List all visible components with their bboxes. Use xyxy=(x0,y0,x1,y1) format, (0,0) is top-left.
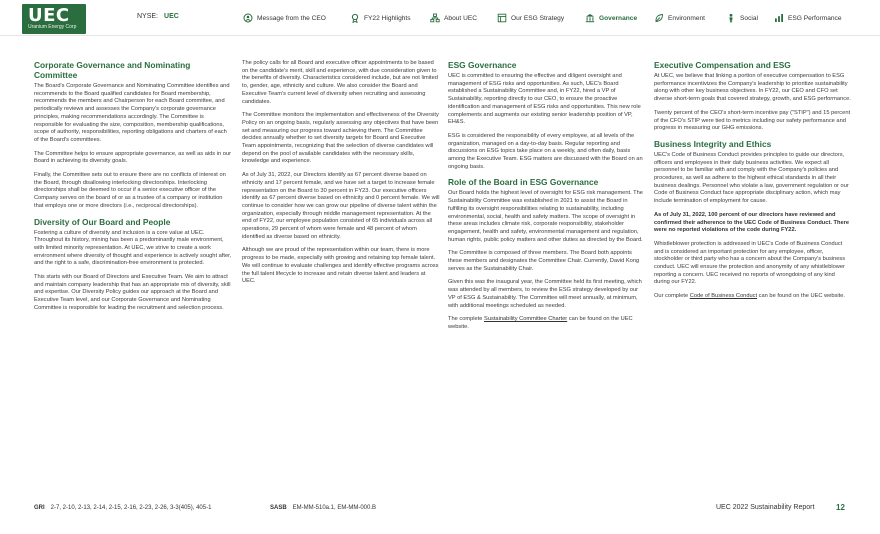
nav-label: Message from the CEO xyxy=(257,14,326,22)
nav-esg-performance[interactable] xyxy=(774,10,842,26)
nav-label: Our ESG Strategy xyxy=(511,14,565,22)
heading-corporate-governance: Corporate Governance and Nominating Committee xyxy=(34,60,191,80)
strategy-icon xyxy=(497,13,507,23)
paragraph: The policy calls for all Board and executive officer appointments to be based on the candidate's merit, skill and experience, with due consideration given to the benefits of diversity. Characteristics considered include, but are not limited to, gender, age, ethnicity and culture. We also consider the Board and Executive Team's current level of diversity when recruiting and assessing candidates. xyxy=(242,60,438,105)
paragraph: Twenty percent of the CEO's short-term incentive pay ("STIP") and 15 percent of the CFO's STIP were tied to metrics including our safety performance and progress in measuring our GHG emissions. xyxy=(654,109,851,132)
paragraph: Finally, the Committee sets out to ensure there are no conflicts of interest on the Board, through disallowing interlocking directorships. Interlocking directorships shall be deemed to occur if a senior executive officer of the Company serves on the board of or as a trustee of a company or institution that employs one or more directors (i.e., reciprocal directorships). xyxy=(34,172,226,209)
nav-label: Social xyxy=(740,14,758,22)
nav-fy22-highlights[interactable] xyxy=(350,10,411,26)
heading-executive-compensation: Executive Compensation and ESG xyxy=(654,60,791,70)
column-4 xyxy=(654,60,852,307)
nav-label: Governance xyxy=(599,14,638,22)
report-title: UEC 2022 Sustainability Report xyxy=(716,504,815,511)
nav-label: Environment xyxy=(668,14,706,22)
uec-logo[interactable] xyxy=(22,4,86,34)
page-footer xyxy=(0,500,880,520)
heading-diversity: Diversity of Our Board and People xyxy=(34,216,171,227)
nav-about-uec[interactable] xyxy=(430,10,477,26)
heading-esg-governance: ESG Governance xyxy=(448,60,517,70)
paragraph: This starts with our Board of Directors and Executive Team. We aim to attract and maintain company leadership that has an appropriate mix of diversity, skill and expertise. Our Diversity Policy guides our approach at the Board and Executive Team level, and our Corporate Governance and Nominating Committee is responsible for leading the recruitment and selection process. xyxy=(34,274,231,311)
stock-ticker xyxy=(137,13,179,20)
highlights-icon xyxy=(350,13,360,23)
ticker-label: NYSE: xyxy=(137,13,159,20)
paragraph: At UEC, we believe that linking a portion of executive compensation to ESG performance incentivizes the Company's leadership to prioritize sustainability along with other key business objectives. In FY22, our CEO and CFO set diverse short-term goals that covered strategy, growth, and ESG performance. xyxy=(654,73,851,103)
paragraph: As of July 31, 2022, our Directors identify as 67 percent diverse based on ethnicity and 17 percent female, and we have set a target to increase female representation on the Board to 30 percent in FY23. Our executive officers identify as 67 percent diverse based on ethnicity and 0 percent female. We will continue to consider how we can grow our pipeline of diverse talent within the organization, especially through middle management representation. At the end of FY22, our employee population consisted of 65 individuals across all operations, 29 percent of whom were female and 48 percent of whom identified as diverse based on ethnicity. xyxy=(242,172,440,240)
heading-business-integrity: Business Integrity and Ethics xyxy=(654,138,772,149)
nav-label: FY22 Highlights xyxy=(364,14,411,22)
logo-subtitle: Uranium Energy Corp xyxy=(28,24,77,30)
sasb-refs: EM-MM-510a.1, EM-MM-000.B xyxy=(292,505,377,511)
sasb-label: SASB xyxy=(270,505,287,511)
paragraph: The Committee monitors the implementation and effectiveness of the Diversity Policy on an ongoing basis, regularly assessing any objectives that have been set and measuring our progress toward achieving them. The Committee decides annually whether to set diversity targets for Board and Executive Team appointments, recognizing that the selection of diverse candidates will depend on the pool of available candidates with the necessary skills, knowledge and experience. xyxy=(242,112,439,165)
paragraph: Given this was the inaugural year, the Committee held its first meeting, which was attended by all members, to review the ESG strategy developed by our VP of ESG & Sustainability. The Committee will meet annually, at minimum, with additional meetings scheduled as needed. xyxy=(448,279,642,309)
paragraph: The Committee is composed of three members. The Board both appoints these members and designates the Committee Chair. Currently, David Kong serves as the Sustainability Chair. xyxy=(448,250,640,272)
ceo-icon xyxy=(243,13,253,23)
performance-icon xyxy=(774,13,784,23)
top-header xyxy=(0,0,880,36)
paragraph: Fostering a culture of diversity and inclusion is a core value at UEC. Throughout its history, mining has been a predominantly male environment, with limited minority representation. At UEC, we strive to create a work environment where diversity of thought and experience is actively sought after, and the right to a safe, discrimination-free environment is protected. xyxy=(34,229,232,267)
nav-our-esg-strategy[interactable] xyxy=(497,10,564,26)
page-number: 12 xyxy=(836,503,845,512)
nav-governance[interactable] xyxy=(585,10,637,26)
governance-icon xyxy=(585,13,595,23)
gri-references xyxy=(34,505,211,511)
nav-social[interactable] xyxy=(726,10,758,26)
paragraph-bold: As of July 31, 2022, 100 percent of our directors have reviewed and confirmed their adherence to the UEC Code of Business Conduct. There were no reported violations of the code during FY22. xyxy=(654,211,849,234)
sasb-references xyxy=(270,505,376,511)
column-3 xyxy=(448,60,646,338)
paragraph: The Committee helps to ensure appropriate governance, as well as aids in our Board in achieving its diversity goals. xyxy=(34,150,231,165)
paragraph: UEC is committed to ensuring the effective and diligent oversight and management of ESG risks and opportunities. As such, UEC's Board established a Sustainability Committee and, in FY22, hired a VP of Sustainability, reporting directly to our CEO, to ensure the proactive identification and management of ESG risks and opportunities. This new role complements and augments our existing senior leadership position of VP, EH&S. xyxy=(448,73,641,126)
paragraph-charter-link: The complete Sustainability Committee Charter can be found on the UEC website. xyxy=(448,316,633,330)
sustainability-charter-link[interactable]: Sustainability Committee Charter xyxy=(484,316,568,323)
nav-environment[interactable] xyxy=(654,10,705,26)
about-icon xyxy=(430,13,440,23)
logo-text: UEC xyxy=(28,5,70,26)
paragraph: Our Board holds the highest level of oversight for ESG risk management. The Sustainability Committee was established in 2021 to assist the Board in fulfilling its oversight responsibilities relating to sustainability, including environmental, social, health and safety matters. The scope of oversight in these areas includes climate risk, corporate responsibility, stakeholder engagement, health and safety, environmental management and regulation, human rights, public policy matters and other duties as directed by the Board. xyxy=(448,190,643,243)
gri-refs: 2-7, 2-10, 2-13, 2-14, 2-15, 2-16, 2-23, 2-26, 3-3(405), 405-1 xyxy=(50,505,212,511)
column-2 xyxy=(242,60,440,292)
code-of-conduct-link[interactable]: Code of Business Conduct xyxy=(689,293,758,300)
column-1 xyxy=(34,60,232,319)
heading-role-of-board: Role of the Board in ESG Governance xyxy=(448,177,599,188)
environment-icon xyxy=(654,13,664,23)
nav-message-from-ceo[interactable] xyxy=(243,10,326,26)
paragraph: UEC's Code of Business Conduct provides principles to guide our directors, officers and employees in their daily business activities. We expect all personnel to be familiar with and comply with the Company's policies and procedures, as well as adhere to the highest ethical standards in all their business dealings. Personnel who violate a law, government regulation or our Code of Business Conduct face appropriate disciplinary action, which may include termination of employment for cause. xyxy=(654,151,849,205)
ticker-symbol: UEC xyxy=(164,13,179,20)
paragraph: The Board's Corporate Governance and Nominating Committee identifies and recommends to the Board qualified candidates for Board membership, recommends the members and Chairperson for each Board committee, and periodically reviews and assesses the Company's corporate governance principles, making recommendations accordingly. The Committee is responsible for evaluating the size, composition, membership qualifications, scope of authority, responsibilities, reporting obligations and charters of each of the Board's committees. xyxy=(34,83,230,143)
paragraph-code-link: Our complete Code of Business Conduct can be found on the UEC website. xyxy=(654,293,845,300)
paragraph: Whistleblower protection is addressed in UEC's Code of Business Conduct and is considered an important protection for any employee, officer, stockholder or third party who has a concern about the Company's business conduct. UEC will ensure the protection and anonymity of any whistleblower reporting a concern. UEC received no reports of wrongdoing of any kind during our FY22. xyxy=(654,240,846,286)
nav-label: About UEC xyxy=(444,14,477,22)
social-icon xyxy=(726,13,736,23)
nav-label: ESG Performance xyxy=(788,14,842,22)
gri-label: GRI xyxy=(34,505,45,511)
paragraph: Although we are proud of the representation within our team, there is more progress to be made, especially with growing and retaining top female talent. We will continue to evaluate challenges and identify effective programs across the full talent lifecycle to increase and retain diverse talent and leaders at UEC. xyxy=(242,247,439,285)
paragraph: ESG is considered the responsibility of every employee, at all levels of the organization, managed on a day-to-day basis. Regular reporting and discussions on ESG topics take place on a weekly, and often daily, basis among the Executive Team. ESG matters are discussed with the Board on an ongoing basis. xyxy=(448,132,643,170)
